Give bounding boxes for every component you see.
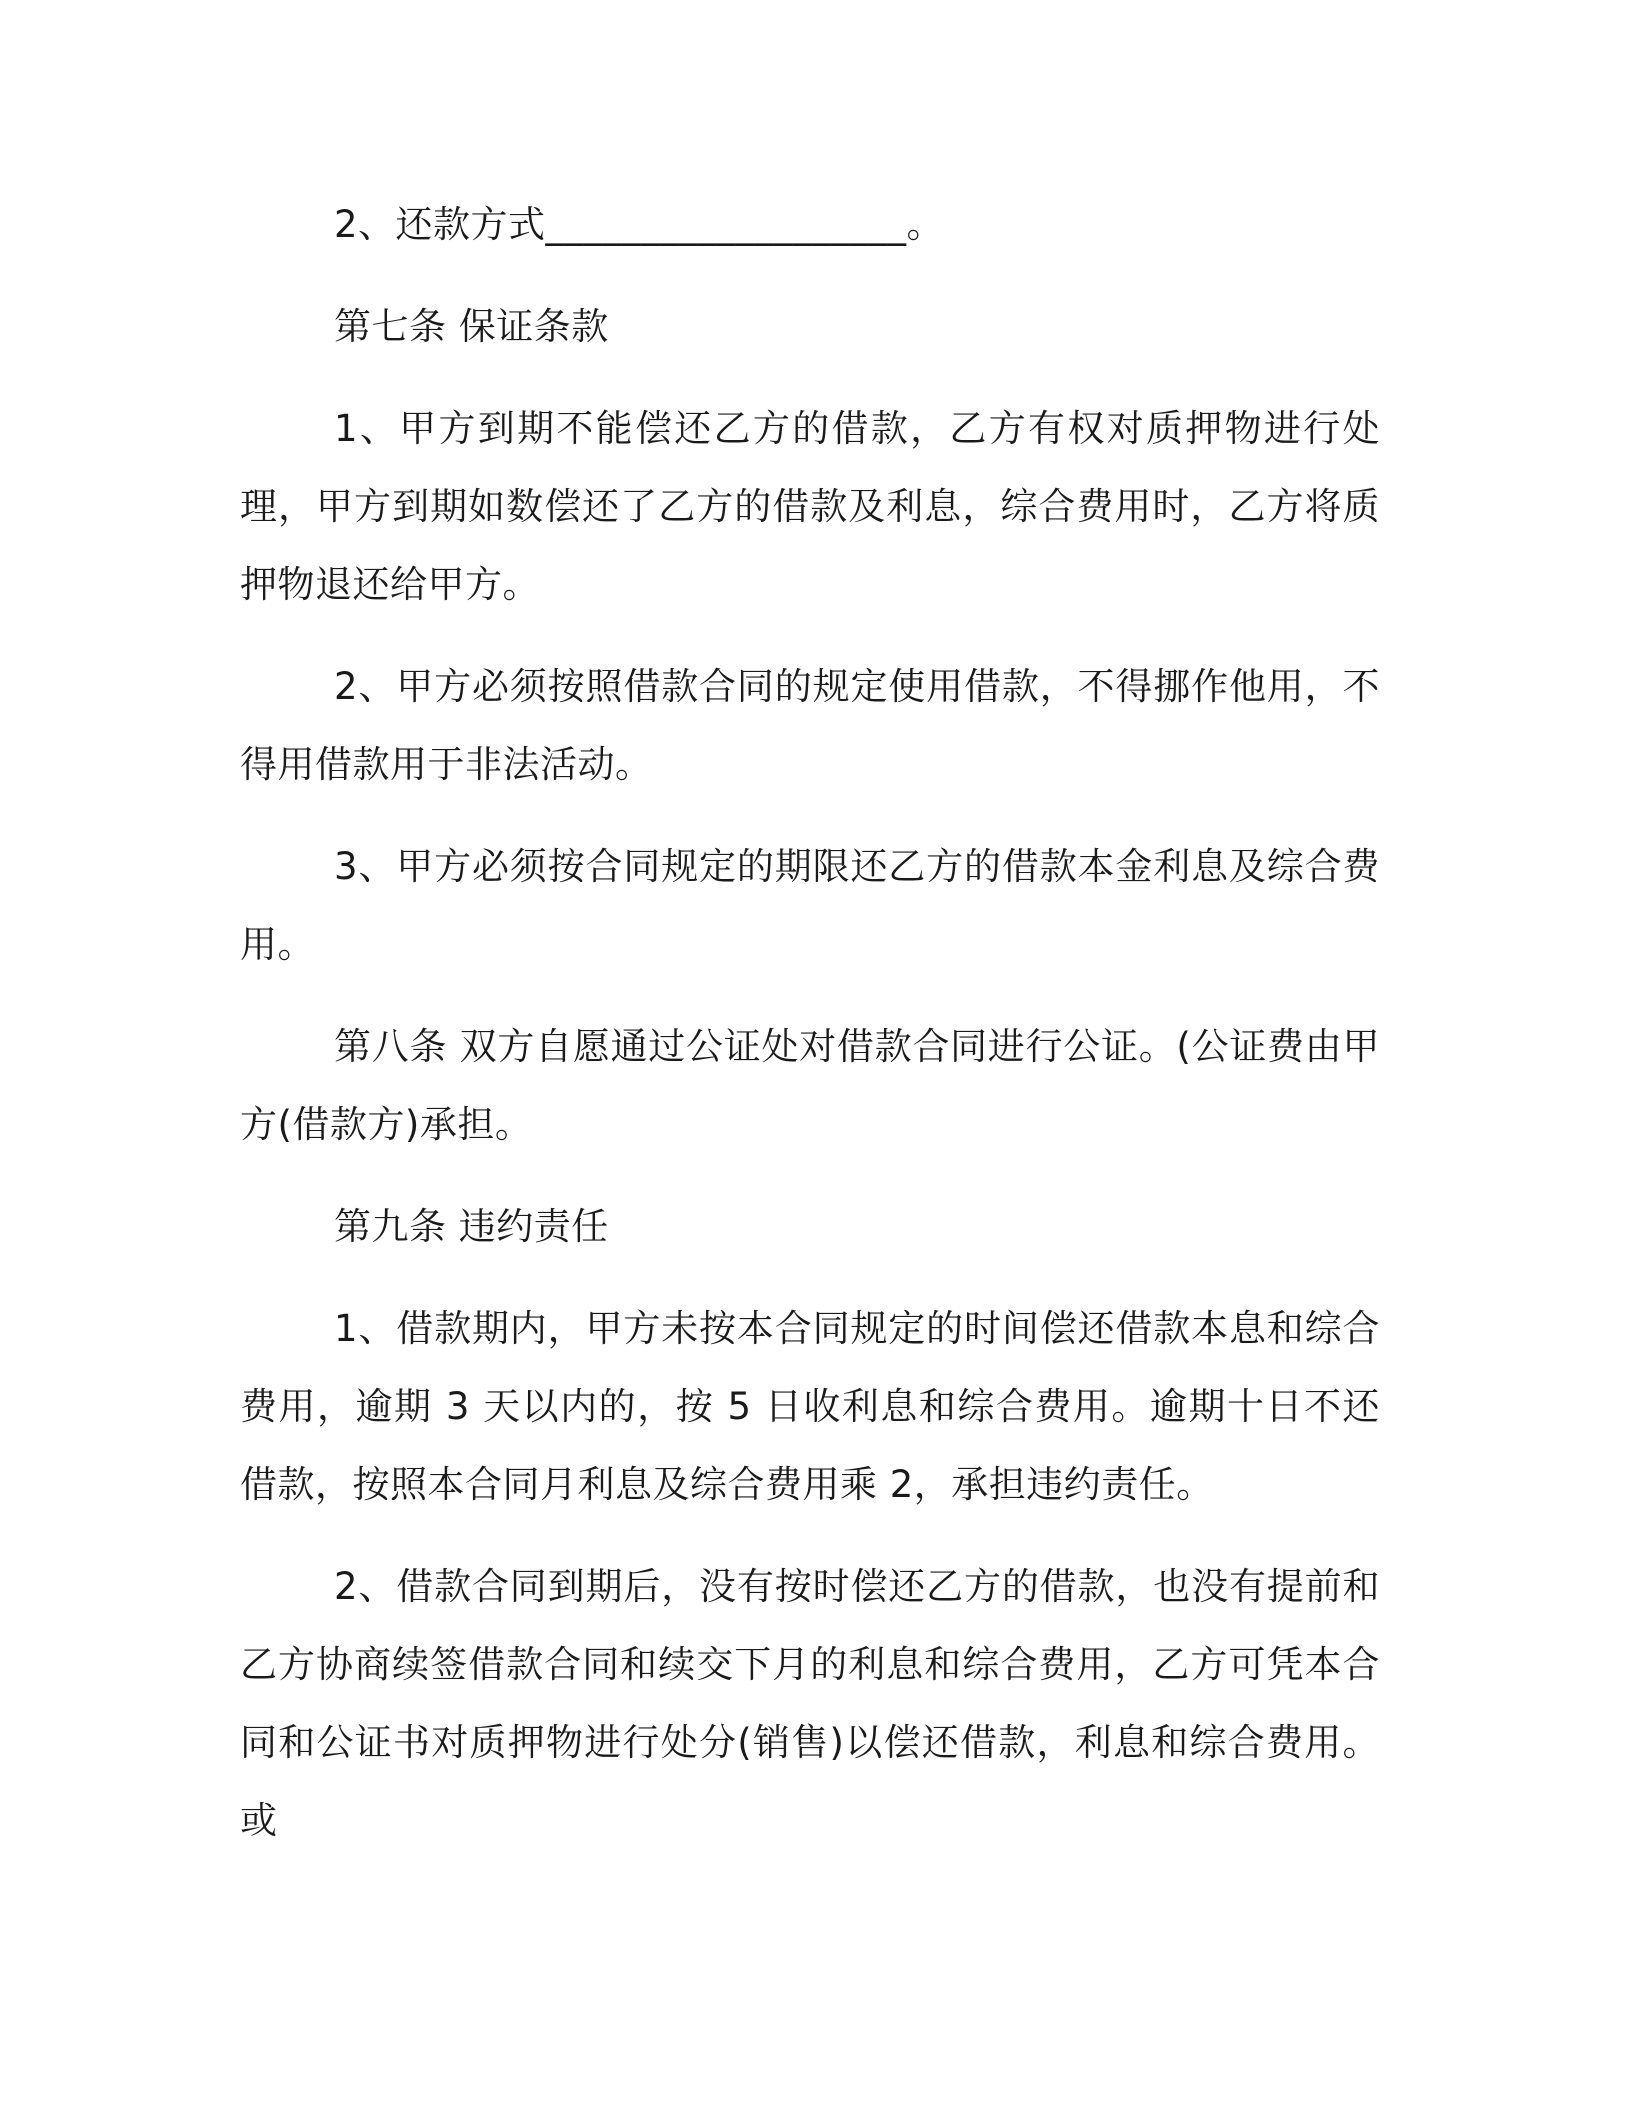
article-9-clause-2: 2、借款合同到期后，没有按时偿还乙方的借款，也没有提前和乙方协商续签借款合同和续交下月的利息和综合费用，乙方可凭本合同和公证书对质押物进行处分(销售)以偿还借款，利息和综合费用。或	[240, 1565, 1380, 1842]
paragraph-gap	[240, 804, 1380, 828]
article-8: 第八条 双方自愿通过公证处对借款合同进行公证。(公证费由甲方(借款方)承担。	[240, 1025, 1380, 1146]
article-7-clause-3: 3、甲方必须按合同规定的期限还乙方的借款本金利息及综合费用。	[240, 845, 1380, 966]
document-body	[240, 186, 1380, 1860]
article-7-clause-2: 2、甲方必须按照借款合同的规定使用借款，不得挪作他用，不得用借款用于非法活动。	[240, 665, 1380, 786]
paragraph-gap	[240, 1164, 1380, 1188]
article-7-clause-1: 1、甲方到期不能偿还乙方的借款，乙方有权对质押物进行处理，甲方到期如数偿还了乙方的借款及利息，综合费用时，乙方将质押物退还给甲方。	[240, 407, 1380, 606]
article-9-heading: 第九条 违约责任	[334, 1205, 609, 1248]
paragraph-gap	[240, 264, 1380, 288]
paragraph-gap	[240, 1524, 1380, 1548]
paragraph-gap	[240, 624, 1380, 648]
article-9-clause-1: 1、借款期内，甲方未按本合同规定的时间偿还借款本息和综合费用，逾期 3 天以内的，按 5 日收利息和综合费用。逾期十日不还借款，按照本合同月利息及综合费用乘 2，承担违约责任。	[240, 1307, 1380, 1506]
paragraph-gap	[240, 366, 1380, 390]
repayment-method-line: 2、还款方式___________________。	[334, 203, 945, 246]
paragraph-gap	[240, 984, 1380, 1008]
article-7-heading: 第七条 保证条款	[334, 305, 609, 348]
paragraph-gap	[240, 1266, 1380, 1290]
